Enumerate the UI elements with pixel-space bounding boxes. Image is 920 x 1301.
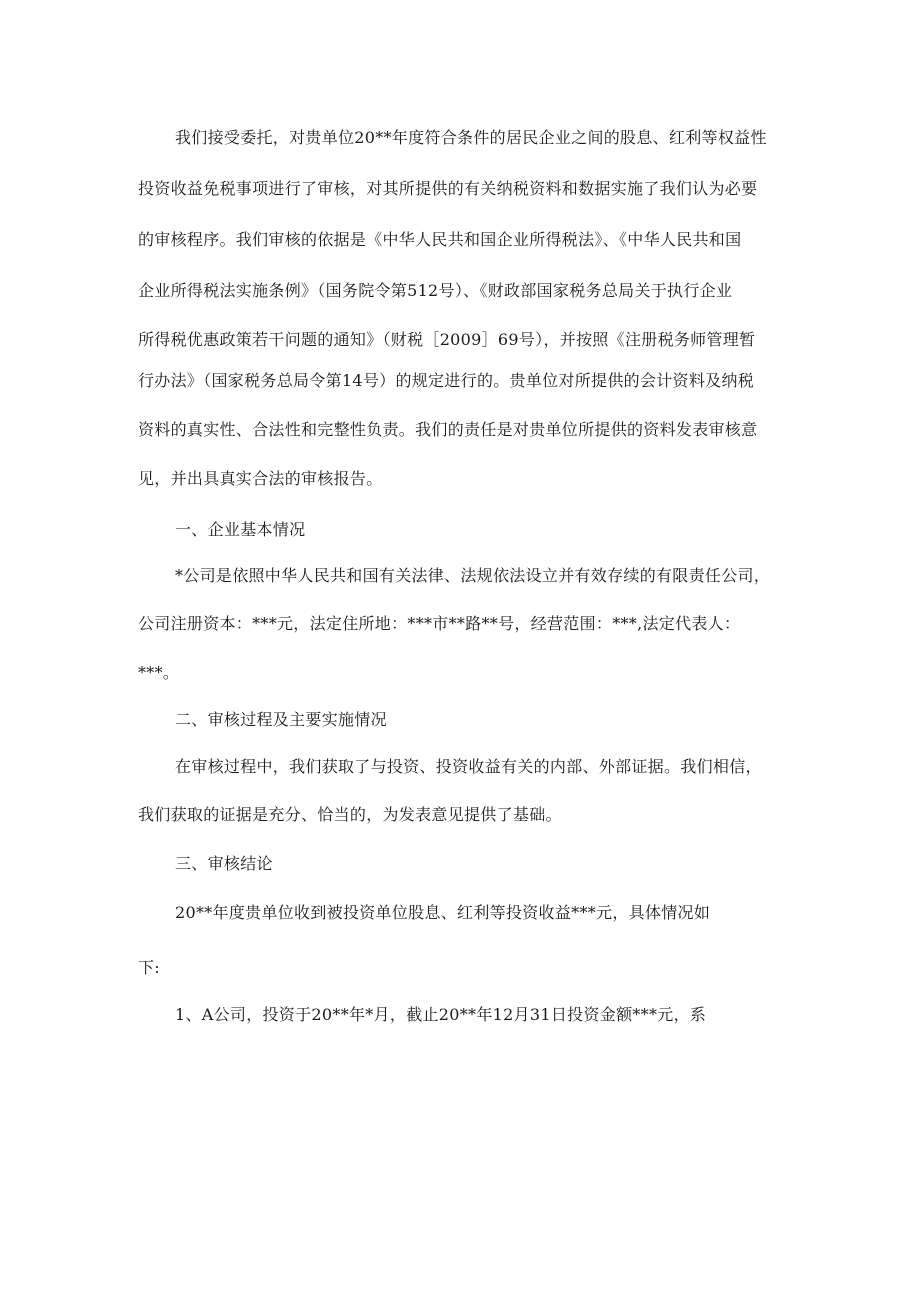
paragraph-line: 我们接受委托，对贵单位20**年度符合条件的居民企业之间的股息、红利等权益性 — [175, 128, 767, 147]
paragraph-line: 我们获取的证据是充分、恰当的，为发表意见提供了基础。 — [138, 805, 562, 824]
paragraph-line: 1、A公司，投资于20**年*月，截止20**年12月31日投资金额***元，系 — [175, 1005, 707, 1024]
paragraph-line: 在审核过程中，我们获取了与投资、投资收益有关的内部、外部证据。我们相信， — [175, 757, 762, 776]
paragraph-line: 的审核程序。我们审核的依据是《中华人民共和国企业所得税法》、《中华人民共和国 — [138, 230, 742, 249]
paragraph-line: *公司是依照中华人民共和国有关法律、法规依法设立并有效存续的有限责任公司， — [175, 566, 771, 585]
paragraph-line: 企业所得税法实施条例》（国务院令第512号）、《财政部国家税务总局关于执行企业 — [138, 281, 733, 300]
paragraph-line: ***。 — [138, 663, 180, 682]
section-heading: 三、审核结论 — [175, 854, 273, 873]
paragraph-line: 见，并出具真实合法的审核报告。 — [138, 469, 383, 488]
paragraph-line: 公司注册资本：***元，法定住所地：***市**路**号，经营范围：***,法定代表人： — [138, 614, 741, 633]
paragraph-line: 投资收益免税事项进行了审核，对其所提供的有关纳税资料和数据实施了我们认为必要 — [138, 179, 758, 198]
paragraph-line: 行办法》（国家税务总局令第14号）的规定进行的。贵单位对所提供的会计资料及纳税 — [138, 371, 755, 390]
paragraph-line: 所得税优惠政策若干问题的通知》（财税［2009］69号），并按照《注册税务师管理暂 — [138, 330, 756, 349]
section-heading: 二、审核过程及主要实施情况 — [175, 710, 387, 729]
paragraph-line: 下: — [138, 958, 160, 977]
paragraph-line: 20**年度贵单位收到被投资单位股息、红利等投资收益***元，具体情况如 — [175, 903, 711, 922]
paragraph-line: 资料的真实性、合法性和完整性负责。我们的责任是对贵单位所提供的资料发表审核意 — [138, 420, 758, 439]
section-heading: 一、企业基本情况 — [175, 520, 306, 539]
